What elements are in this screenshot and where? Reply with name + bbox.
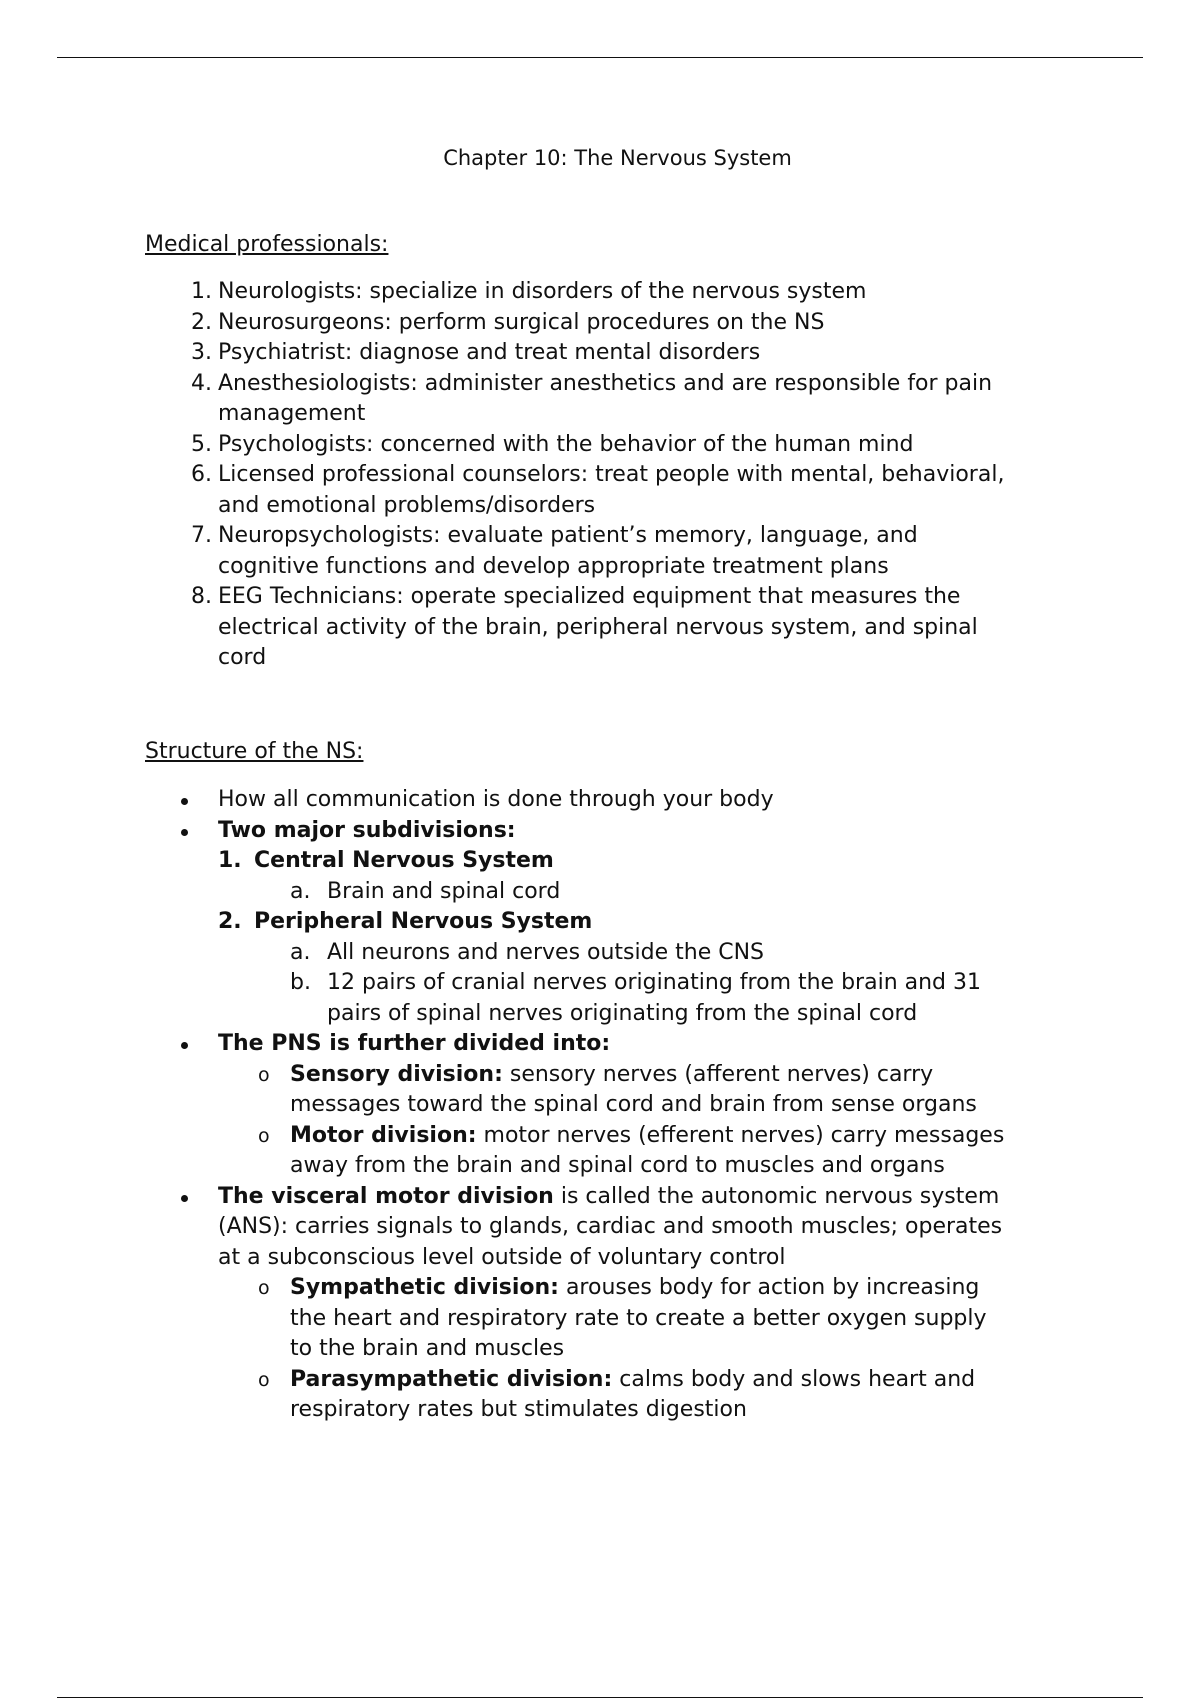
list-letter: a. [290,939,311,965]
list-text: pairs of spinal nerves originating from the spinal cord [327,1000,918,1026]
list-number: 2. [218,909,242,934]
list-item [145,938,1090,969]
list-item [145,877,1090,908]
list-number: 7. [191,523,212,548]
circle-bullet-icon: o [258,1063,270,1086]
list-item [145,785,1090,816]
list-item [145,338,1090,369]
circle-bullet-icon: o [258,1368,270,1391]
list-text: calms body and slows heart and [612,1366,976,1392]
list-number: 1. [218,848,242,873]
list-text: Brain and spinal cord [327,878,561,904]
list-text: electrical activity of the brain, peripheral nervous system, and spinal [218,614,978,640]
list-text: Neuropsychologists: evaluate patient’s memory, language, and [218,523,918,548]
list-item [145,308,1090,339]
section-heading-medical-professionals: Medical professionals: [145,232,389,257]
list-item [145,521,1090,582]
list-text: Two major subdivisions: [218,817,516,843]
list-item [145,430,1090,461]
list-term: Parasympathetic division: [290,1366,613,1392]
list-item [145,968,1090,1029]
list-term: Sensory division: [290,1061,503,1087]
list-text: EEG Technicians: operate specialized equipment that measures the [218,584,961,609]
page-title: Chapter 10: The Nervous System [443,146,792,170]
list-text: sensory nerves (afferent nerves) carry [502,1061,934,1087]
top-rule [57,57,1143,58]
list-text: Neurologists: specialize in disorders of the nervous system [218,279,867,304]
circle-bullet-icon: o [258,1124,270,1147]
list-item [145,1121,1090,1182]
list-number: 1. [191,279,212,304]
list-term: The visceral motor division [218,1183,554,1209]
list-item [145,277,1090,308]
list-item [145,582,1090,674]
list-text: messages toward the spinal cord and brain from sense organs [290,1092,977,1117]
list-text: 12 pairs of cranial nerves originating from the brain and 31 [327,970,982,995]
list-text: respiratory rates but stimulates digestion [290,1397,747,1422]
list-text: to the brain and muscles [290,1336,565,1361]
circle-bullet-icon: o [258,1277,270,1299]
list-item [145,846,1090,877]
list-number: 4. [191,370,212,396]
list-item [145,369,1090,430]
list-text: How all communication is done through your body [218,787,774,812]
list-text: the heart and respiratory rate to create a better oxygen supply [290,1305,987,1331]
list-text: cognitive functions and develop appropriate treatment plans [218,553,889,579]
list-item [145,1182,1090,1274]
list-number: 3. [191,340,212,365]
list-text: Peripheral Nervous System [254,909,593,934]
list-text: The PNS is further divided into: [218,1031,611,1056]
list-number: 6. [191,462,212,487]
list-letter: b. [290,970,311,995]
list-text: is called the autonomic nervous system [553,1183,1000,1209]
list-text: Neurosurgeons: perform surgical procedures on the NS [218,309,825,335]
list-item [145,1365,1090,1426]
bottom-rule [57,1697,1143,1698]
list-item [145,816,1090,847]
list-text: and emotional problems/disorders [218,492,596,518]
list-number: 8. [191,584,212,609]
list-text: cord [218,645,267,670]
list-text: management [218,401,366,426]
list-item [145,1273,1090,1365]
list-item [145,1029,1090,1060]
list-text: All neurons and nerves outside the CNS [327,939,765,965]
list-term: Sympathetic division: [290,1275,559,1300]
list-item [145,460,1090,521]
list-text: arouses body for action by increasing [558,1275,980,1300]
list-term: Motor division: [290,1122,477,1148]
list-text: Psychologists: concerned with the behavior of the human mind [218,431,914,457]
list-text: Psychiatrist: diagnose and treat mental disorders [218,340,761,365]
list-text: Anesthesiologists: administer anesthetics and are responsible for pain [218,370,993,396]
section-heading-structure: Structure of the NS: [145,739,364,764]
list-text: at a subconscious level outside of voluntary control [218,1244,786,1270]
list-item [145,907,1090,938]
list-number: 5. [191,431,212,457]
structure-list [145,785,1090,1426]
list-text: Central Nervous System [254,848,554,873]
list-text: (ANS): carries signals to glands, cardiac and smooth muscles; operates [218,1214,1003,1239]
list-item [145,1060,1090,1121]
list-text: motor nerves (efferent nerves) carry messages [476,1122,1005,1148]
list-number: 2. [191,309,212,335]
medical-professionals-list [145,277,1090,674]
list-text: away from the brain and spinal cord to muscles and organs [290,1153,945,1178]
list-letter: a. [290,878,311,904]
list-text: Licensed professional counselors: treat people with mental, behavioral, [218,462,1005,487]
